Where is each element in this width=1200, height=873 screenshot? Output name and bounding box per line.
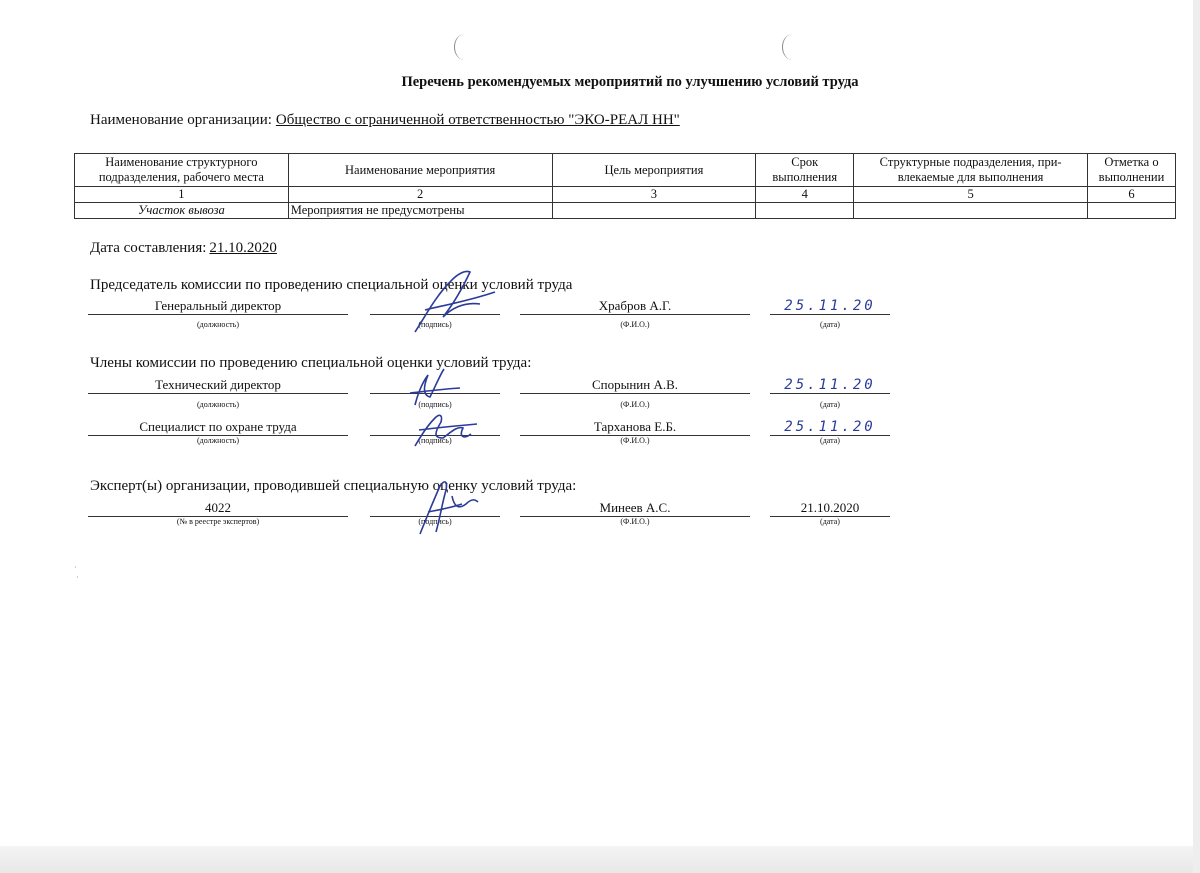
organization-label: Наименование организации: xyxy=(90,112,272,128)
scan-edge xyxy=(0,846,1200,873)
scan-speck: · · xyxy=(74,563,79,582)
column-number: 5 xyxy=(854,187,1088,203)
punch-hole-mark xyxy=(782,34,803,60)
chairman-signature xyxy=(395,262,505,342)
member-name: Спорынин А.В. xyxy=(520,377,750,394)
expert-name: Минеев А.С. xyxy=(520,500,750,517)
chairman-name: Храбров А.Г. xyxy=(520,298,750,315)
signature-caption: (подпись) xyxy=(418,436,452,445)
position-caption: (должность) xyxy=(197,400,239,409)
measures-table xyxy=(74,153,1176,219)
column-number-row xyxy=(75,187,1176,203)
signature-caption: (подпись) xyxy=(418,320,452,329)
completion-cell xyxy=(1087,203,1175,219)
punch-hole-mark xyxy=(454,34,475,60)
expert-date: 21.10.2020 xyxy=(770,500,890,517)
date-caption: (дата) xyxy=(820,517,840,526)
member-signature xyxy=(400,355,470,415)
column-header: Срок выполнения xyxy=(756,154,854,187)
column-number: 2 xyxy=(288,187,552,203)
signature-caption: (подпись) xyxy=(418,400,452,409)
page-title: Перечень рекомендуемых мероприятий по улучшению условий труда xyxy=(401,74,859,90)
organization-value: Общество с ограниченной ответственностью "ЭКО-РЕАЛ НН" xyxy=(275,112,680,128)
expert-signature xyxy=(400,474,490,544)
organization-line xyxy=(90,112,700,129)
expert-registry-number: 4022 xyxy=(88,500,348,517)
column-number: 3 xyxy=(552,187,756,203)
compiled-date-line xyxy=(90,240,280,257)
column-header: Наименование мероприятия xyxy=(288,154,552,187)
column-header: Цель мероприятия xyxy=(552,154,756,187)
member-position: Специалист по охране труда xyxy=(88,419,348,436)
member-date: 25.11.20 xyxy=(770,377,890,394)
table-row xyxy=(75,203,1176,219)
position-caption: (должность) xyxy=(197,436,239,445)
column-number: 4 xyxy=(756,187,854,203)
position-caption: (должность) xyxy=(197,320,239,329)
column-number: 6 xyxy=(1087,187,1175,203)
expert-heading: Эксперт(ы) организации, проводившей специальную оценку условий труда: xyxy=(90,478,577,494)
signature-caption: (подпись) xyxy=(418,517,452,526)
compiled-date-value: 21.10.2020 xyxy=(209,240,277,256)
member-signature xyxy=(405,408,485,453)
member-position: Технический директор xyxy=(88,377,348,394)
fio-caption: (Ф.И.О.) xyxy=(620,517,650,526)
chairman-date: 25.11.20 xyxy=(770,298,890,315)
column-header: Структурные подразделения, при-влекаемые для выполнения xyxy=(854,154,1088,187)
date-caption: (дата) xyxy=(820,436,840,445)
departments-cell xyxy=(854,203,1088,219)
registry-caption: (№ в реестре экспертов) xyxy=(176,517,260,526)
date-caption: (дата) xyxy=(820,400,840,409)
fio-caption: (Ф.И.О.) xyxy=(620,400,650,409)
measure-cell: Мероприятия не предусмотрены xyxy=(288,203,552,219)
chairman-heading: Председатель комиссии по проведению специальной оценки условий труда xyxy=(90,277,573,293)
date-caption: (дата) xyxy=(820,320,840,329)
column-header: Отметка о выполнении xyxy=(1087,154,1175,187)
workplace-cell: Участок вывоза xyxy=(75,203,289,219)
deadline-cell xyxy=(756,203,854,219)
member-date: 25.11.20 xyxy=(770,419,890,436)
fio-caption: (Ф.И.О.) xyxy=(620,436,650,445)
members-heading: Члены комиссии по проведению специальной оценки условий труда: xyxy=(90,355,532,371)
goal-cell xyxy=(552,203,756,219)
table-header-row xyxy=(75,154,1176,187)
scan-edge xyxy=(1193,0,1200,873)
column-number: 1 xyxy=(75,187,289,203)
fio-caption: (Ф.И.О.) xyxy=(620,320,650,329)
member-name: Тарханова Е.Б. xyxy=(520,419,750,436)
compiled-date-label: Дата составления: xyxy=(90,240,207,256)
column-header: Наименование структурного подразделения, рабочего места xyxy=(75,154,289,187)
chairman-position: Генеральный директор xyxy=(88,298,348,315)
